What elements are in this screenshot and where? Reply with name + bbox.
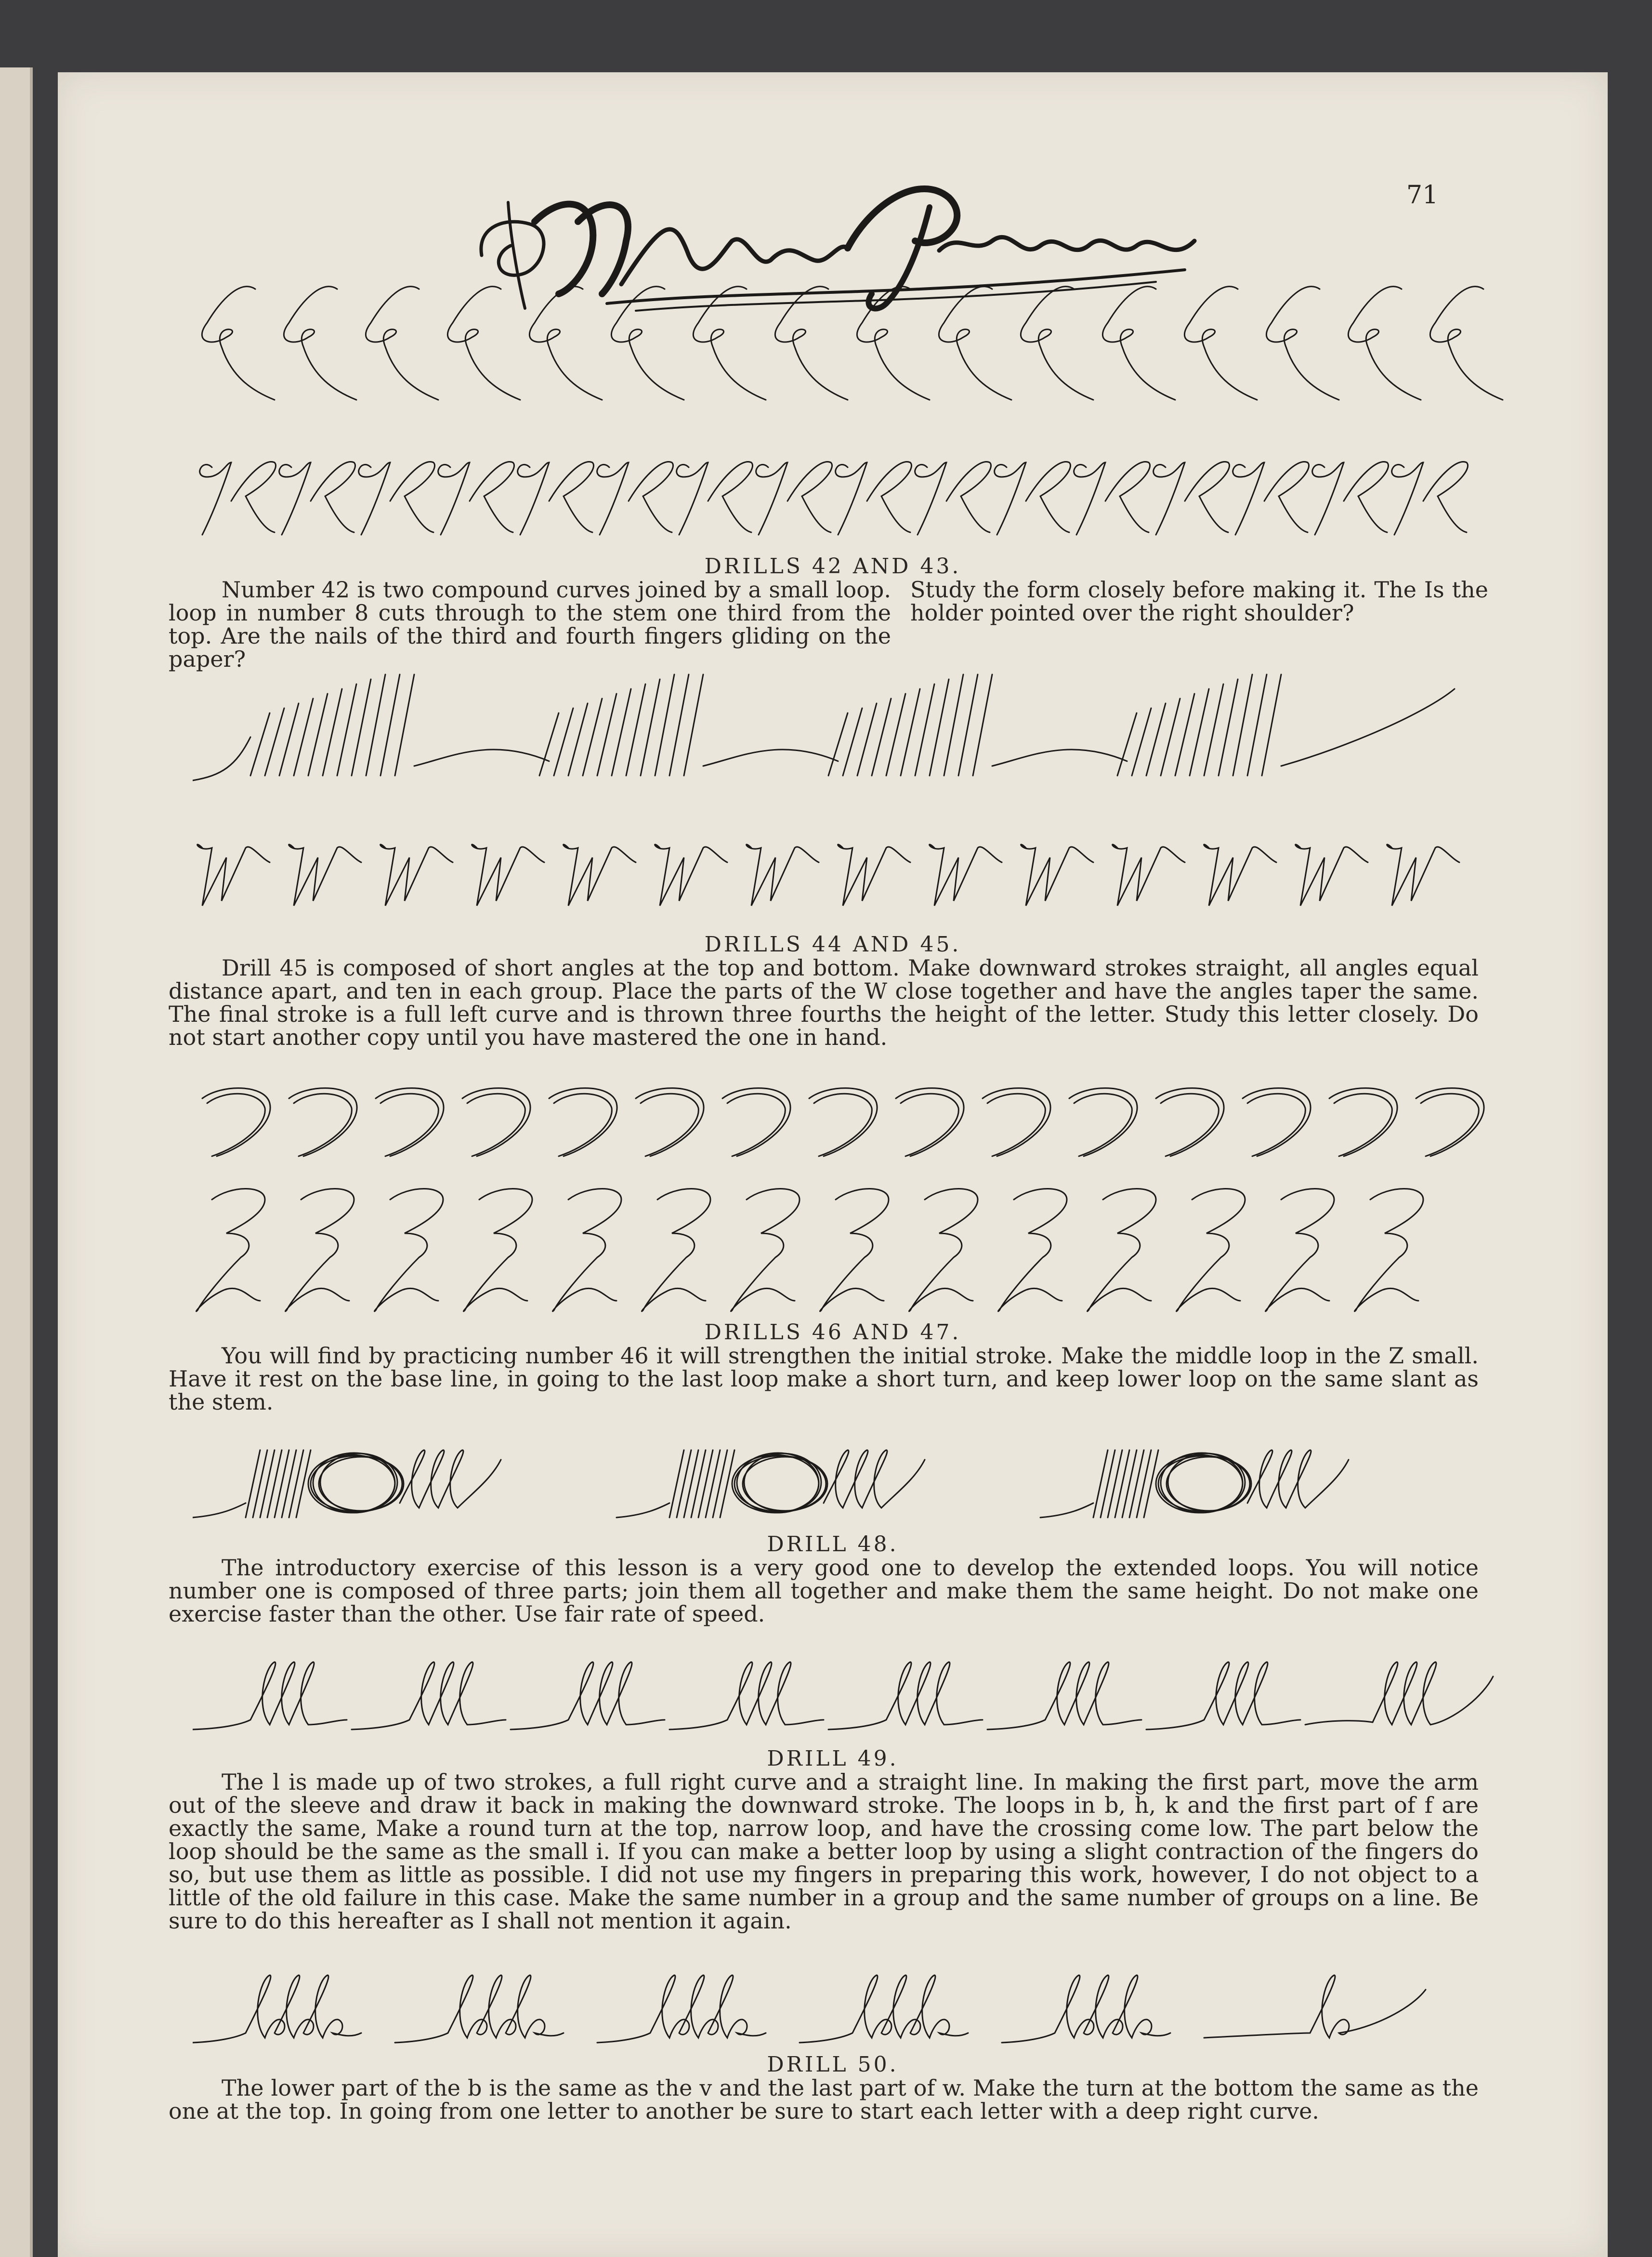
drill-46-row xyxy=(193,1079,1522,1166)
section-text-46-47: You will find by practicing number 46 it will strengthen the initial stroke. Make the middle loop in the Z small. Have it rest on the base line, in going to the last loop make a short turn, and keep lower loop on the same slant as the stem. xyxy=(169,1343,1479,1415)
section-caption-44-45: DRILLS 44 AND 45. xyxy=(704,932,961,957)
drill-43-k-row xyxy=(193,448,1522,544)
section-text-42-43 xyxy=(169,578,1488,671)
drill-48-row xyxy=(193,1436,1522,1527)
section-text-48: The introductory exercise of this lesson is a very good one to develop the extended loops. You will notice number one is composed of three parts; join them all together and make them the same height. Do not make one exercise faster than the other. Use fair rate of speed. xyxy=(169,1555,1479,1627)
section-caption-49: DRILL 49. xyxy=(767,1746,899,1771)
drill-50-b-row xyxy=(193,1961,1522,2052)
section-text-49: The l is made up of two strokes, a full right curve and a straight line. In making the first part, move the arm out of the sleeve and draw it back in making the downward stroke. The loops in b, h, k and the first part of f are exactly the same, Make a round turn at the top, narrow loop, and have the crossing come low. The part below the loop should be the same as the small i. If you can make a better loop by using a slight contraction of the fingers do so, but use them as little as possible. I did not use my fingers in preparing this work, however, I do not object to a little of the old failure in this case. Make the same number in a group and the same number of groups on a line. Be sure to do this hereafter as I shall not mention it again. xyxy=(169,1769,1479,1934)
section-caption-48: DRILL 48. xyxy=(767,1532,899,1557)
section-caption-42-43: DRILLS 42 AND 43. xyxy=(704,554,961,579)
section-text-44-45: Drill 45 is composed of short angles at the top and bottom. Make downward strokes straight, all angles equal distance apart, and ten in each group. Place the parts of the W close together and have the angles taper the same. The final stroke is a full left curve and is thrown three fourths the height of the letter. Study this letter closely. Do not start another copy until you have mastered the one in hand. xyxy=(169,955,1479,1050)
drill-44-row xyxy=(193,665,1522,790)
section-caption-46-47: DRILLS 46 AND 47. xyxy=(704,1320,961,1345)
adjacent-page-edge xyxy=(0,67,33,2257)
drill-47-z-row xyxy=(193,1180,1522,1315)
drill-42-l-row xyxy=(193,279,1522,414)
page xyxy=(58,72,1608,2257)
drill-45-w-row xyxy=(193,829,1522,925)
section-caption-50: DRILL 50. xyxy=(767,2052,899,2077)
section-text-50: The lower part of the b is the same as the v and the last part of w. Make the turn at the bottom the same as the one at the top. In going from one letter to another be sure to start each letter with a deep right curve. xyxy=(169,2075,1479,2124)
section-text-42-43-right: Study the form closely before making it. The Is the holder pointed over the right shoulder? xyxy=(910,577,1488,626)
drill-49-l-row xyxy=(193,1648,1522,1739)
section-text-42-43-left: Number 42 is two compound curves joined by a small loop. loop in number 8 cuts through to the stem one third from the top. Are the nails of the third and fourth fingers gliding on the paper? xyxy=(169,577,891,672)
page-number: 71 xyxy=(1406,181,1439,210)
